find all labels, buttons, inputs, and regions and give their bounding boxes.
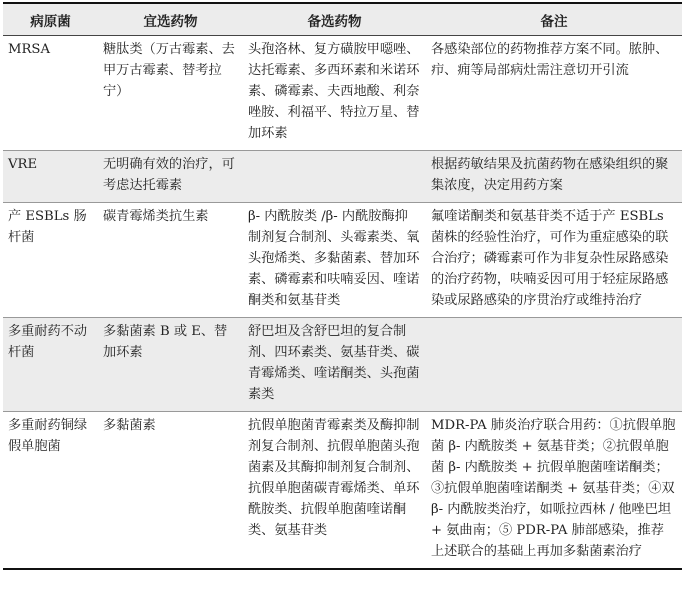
table-row-vre: [3, 151, 682, 203]
cell-notes: 氟喹诺酮类和氨基苷类不适于产 ESBLs 菌株的经验性治疗，可作为重症感染的联合治疗；磷霉素可作为非复杂性尿路感染的治疗药物，呋喃妥因可用于轻症尿路感染或尿路感染的序贯治疗或维持治疗: [426, 203, 682, 318]
table-row-acinetobacter: [3, 318, 682, 412]
cell-notes: MDR-PA 肺炎治疗联合用药：①抗假单胞菌 β- 内酰胺类 + 氨基苷类；②抗假单胞菌 β- 内酰胺类 + 抗假单胞菌喹诺酮类；③抗假单胞菌喹诺酮类 + 氨基苷类；④双 β- 内酰胺类治疗，如哌拉西林 / 他唑巴坦 + 氨曲南；⑤ PDR-PA 肺部感染，推荐上述联合的基础上再加多黏菌素治疗: [426, 412, 682, 570]
cell-notes: 各感染部位的药物推荐方案不同。脓肿、疖、痈等局部病灶需注意切开引流: [426, 36, 682, 151]
pathogen-drug-table: [3, 2, 682, 570]
cell-pathogen: MRSA: [3, 36, 98, 151]
table-header-row: [3, 3, 682, 36]
table-row-pseudomonas: [3, 412, 682, 570]
header-pathogen: 病原菌: [3, 3, 98, 36]
cell-preferred: 糖肽类（万古霉素、去甲万古霉素、替考拉宁）: [98, 36, 243, 151]
header-notes: 备注: [426, 3, 682, 36]
cell-preferred: 多黏菌素 B 或 E、替加环素: [98, 318, 243, 412]
cell-notes: [426, 318, 682, 412]
cell-alternative: β- 内酰胺类 /β- 内酰胺酶抑制剂复合制剂、头霉素类、氧头孢烯类、多黏菌素、替加环素、磷霉素和呋喃妥因、喹诺酮类和氨基苷类: [243, 203, 426, 318]
cell-pathogen: VRE: [3, 151, 98, 203]
cell-notes: 根据药敏结果及抗菌药物在感染组织的聚集浓度，决定用药方案: [426, 151, 682, 203]
cell-pathogen: 多重耐药不动杆菌: [3, 318, 98, 412]
cell-alternative: 抗假单胞菌青霉素类及酶抑制剂复合制剂、抗假单胞菌头孢菌素及其酶抑制剂复合制剂、抗假单胞菌碳青霉烯类、单环酰胺类、抗假单胞菌喹诺酮类、氨基苷类: [243, 412, 426, 570]
cell-preferred: 多黏菌素: [98, 412, 243, 570]
cell-alternative: 头孢洛林、复方磺胺甲噁唑、达托霉素、多西环素和米诺环素、磷霉素、夫西地酸、利奈唑胺、利福平、特拉万星、替加环素: [243, 36, 426, 151]
header-preferred-drugs: 宜选药物: [98, 3, 243, 36]
cell-preferred: 无明确有效的治疗，可考虑达托霉素: [98, 151, 243, 203]
cell-preferred: 碳青霉烯类抗生素: [98, 203, 243, 318]
cell-pathogen: 产 ESBLs 肠杆菌: [3, 203, 98, 318]
table-row-esbl: [3, 203, 682, 318]
cell-alternative: [243, 151, 426, 203]
cell-pathogen: 多重耐药铜绿假单胞菌: [3, 412, 98, 570]
table-row-mrsa: [3, 36, 682, 151]
cell-alternative: 舒巴坦及含舒巴坦的复合制剂、四环素类、氨基苷类、碳青霉烯类、喹诺酮类、头孢菌素类: [243, 318, 426, 412]
header-alternative-drugs: 备选药物: [243, 3, 426, 36]
